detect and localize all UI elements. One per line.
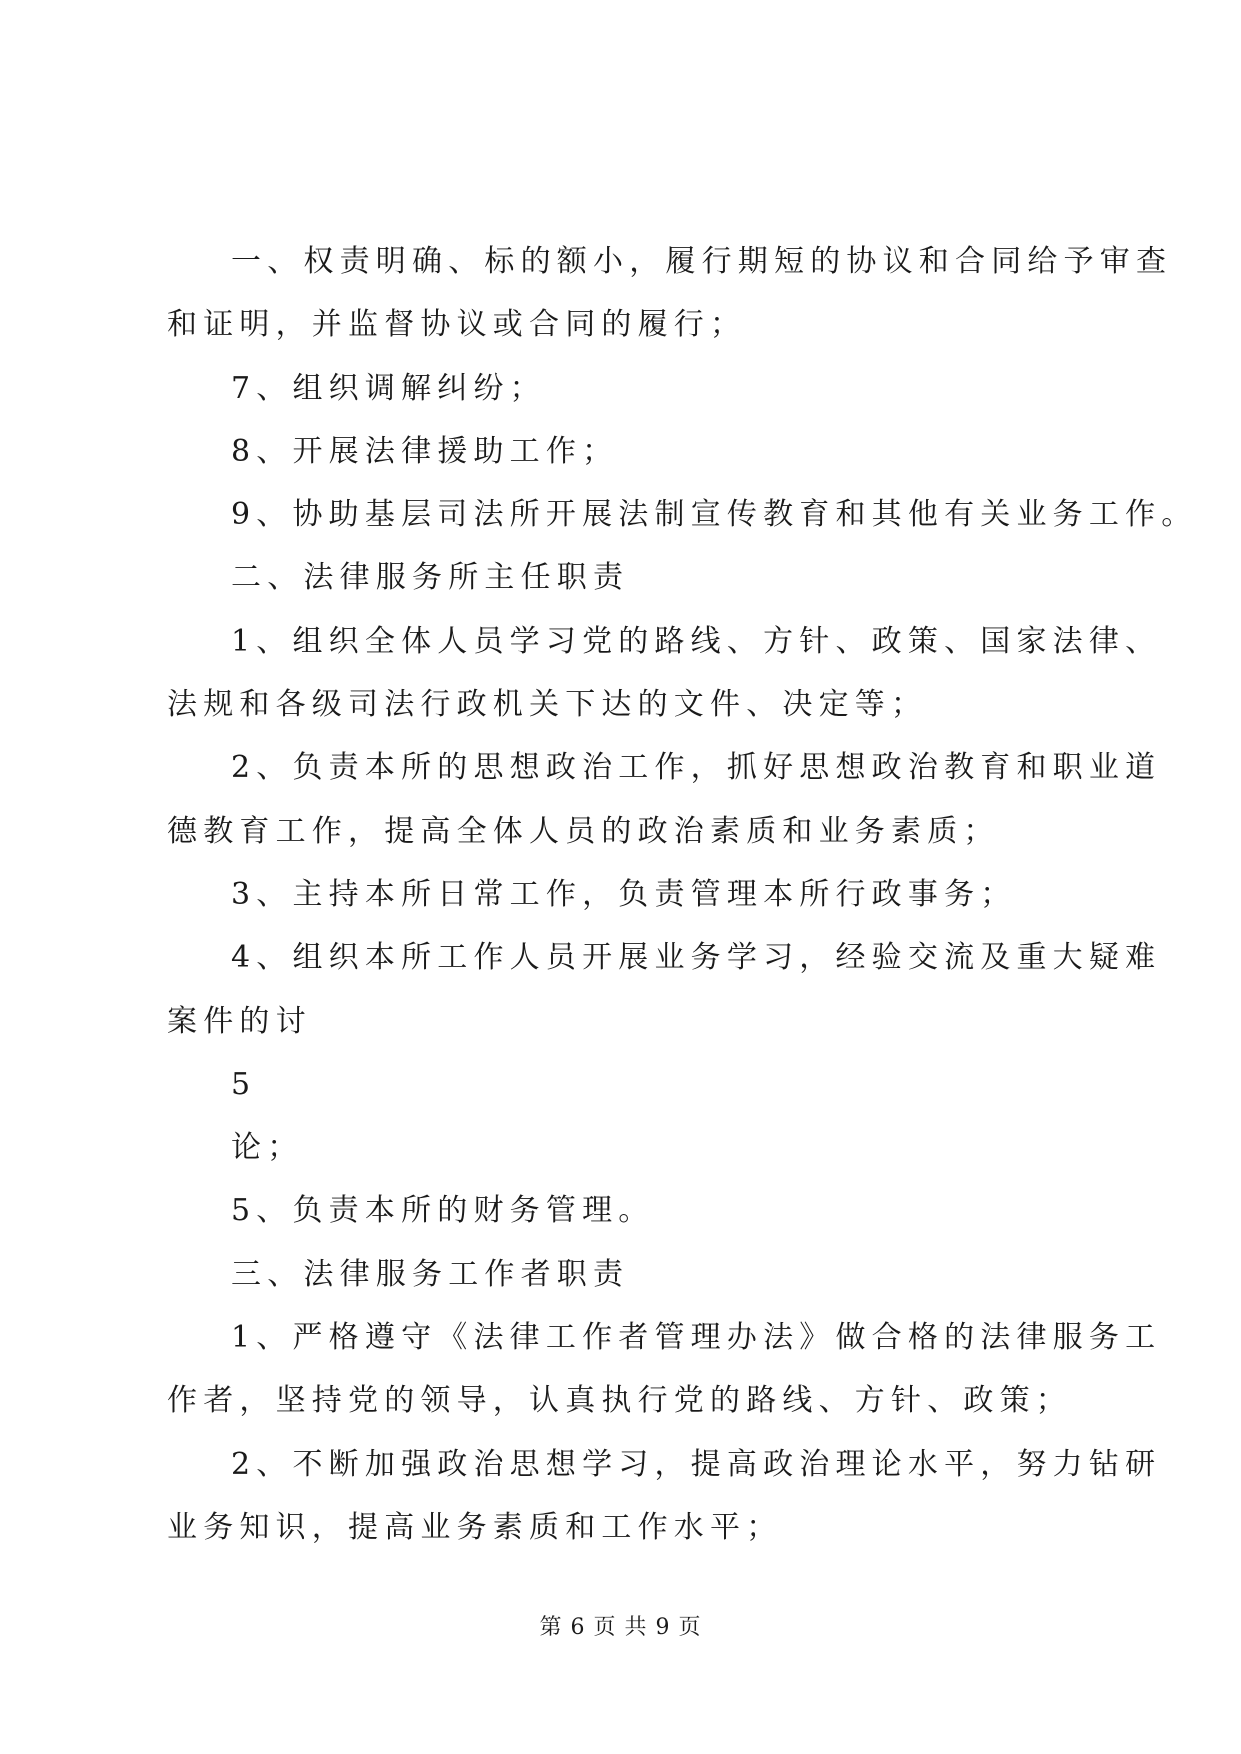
- text-line: 作者，坚持党的领导，认真执行党的路线、方针、政策；: [167, 1383, 1072, 1419]
- text-line: 7、组织调解纠纷；: [231, 370, 546, 406]
- section-heading: 三、法律服务工作者职责: [231, 1256, 630, 1292]
- text-line: 法规和各级司法行政机关下达的文件、决定等；: [167, 687, 928, 723]
- text-line: 业务知识，提高业务素质和工作水平；: [167, 1509, 783, 1545]
- text-line: 一、权责明确、标的额小，履行期短的协议和合同给予审查: [231, 244, 1173, 279]
- text-line: 1、组织全体人员学习党的路线、方针、政策、国家法律、: [231, 623, 1162, 659]
- page-footer: [0, 1610, 1241, 1641]
- text-line: 5: [231, 1066, 257, 1102]
- text-line: 德教育工作，提高全体人员的政治素质和业务素质；: [167, 813, 1000, 849]
- text-line: 1、严格遵守《法律工作者管理办法》做合格的法律服务工: [231, 1320, 1162, 1356]
- text-line: 论；: [231, 1130, 304, 1166]
- page-number-label: 第 6 页 共 9 页: [539, 1615, 702, 1640]
- text-line: 案件的讨: [167, 1003, 312, 1039]
- text-line: 9、协助基层司法所开展法制宣传教育和其他有关业务工作。: [231, 497, 1198, 533]
- document-body: [167, 230, 1198, 1559]
- text-line: 和证明，并监督协议或合同的履行；: [167, 307, 747, 343]
- text-line: 2、不断加强政治思想学习，提高政治理论水平，努力钻研: [231, 1446, 1162, 1482]
- text-line: 8、开展法律援助工作；: [231, 433, 619, 469]
- section-heading: 二、法律服务所主任职责: [231, 560, 630, 596]
- text-line: 3、主持本所日常工作，负责管理本所行政事务；: [231, 876, 1017, 912]
- text-line: 2、负责本所的思想政治工作，抓好思想政治教育和职业道: [231, 750, 1162, 786]
- text-line: 4、组织本所工作人员开展业务学习，经验交流及重大疑难: [231, 940, 1162, 976]
- text-line: 5、负责本所的财务管理。: [231, 1193, 655, 1229]
